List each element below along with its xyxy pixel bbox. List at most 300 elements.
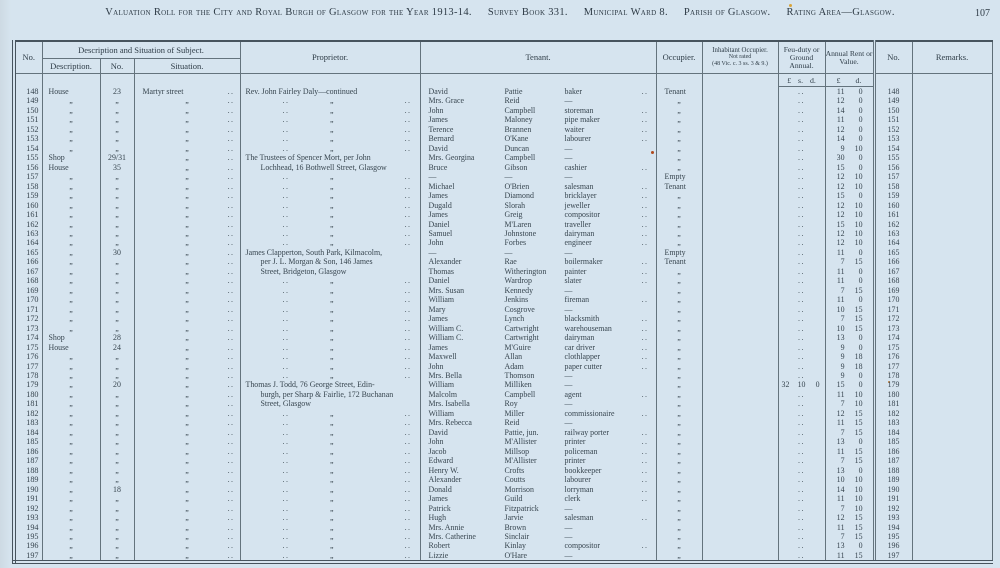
rent-shillings: 0 <box>858 105 863 115</box>
cell-occupier: „ <box>656 333 702 342</box>
table-row <box>14 418 992 427</box>
cell-proprietor <box>240 475 420 484</box>
cell-occupier: „ <box>656 456 702 465</box>
ditto-dots: .. <box>641 494 649 504</box>
cell-no: 182 <box>14 409 42 418</box>
cell-occupier: „ <box>656 504 702 513</box>
rent-pounds: 10 <box>836 475 845 485</box>
cell-feu-duty: .. <box>778 182 825 191</box>
cell-proprietor <box>240 134 420 143</box>
cell-tenant <box>420 201 656 210</box>
feu-duty-value: 0 <box>815 380 820 390</box>
cell-no-right: 186 <box>874 447 912 456</box>
cell-occupier: „ <box>656 191 702 200</box>
cell-feu-duty: .. <box>778 409 825 418</box>
tenant-surname: Kinlay <box>504 541 527 551</box>
rent-shillings: 10 <box>854 494 863 504</box>
rent-pounds: 30 <box>836 153 845 163</box>
cell-proprietor <box>240 362 420 371</box>
cell-feu-duty: .. <box>778 229 825 238</box>
units-spacer <box>42 74 100 87</box>
cell-inhabitant-occupier <box>702 305 778 314</box>
cell-tenant <box>420 153 656 162</box>
cell-inhabitant-occupier <box>702 163 778 172</box>
situation-text: „ <box>185 418 189 428</box>
tenant-occupation: traveller <box>564 219 591 229</box>
cell-remarks <box>912 163 992 172</box>
cell-no: 191 <box>14 494 42 503</box>
cell-description: „ <box>42 220 100 229</box>
ditto-dots: .. <box>227 86 235 96</box>
tenant-surname: Forbes <box>504 238 527 248</box>
rent-shillings: 0 <box>858 191 863 201</box>
table-row <box>14 504 992 513</box>
rent-pounds: 9 <box>840 352 845 362</box>
cell-description: „ <box>42 267 100 276</box>
title-main: Valuation Roll for the City and Royal Burgh of Glasgow for the Year 1913-14. <box>105 7 472 18</box>
tenant-occupation: engineer <box>564 238 592 248</box>
feu-duty-value: 32 <box>781 380 790 390</box>
rent-shillings: 15 <box>854 323 863 333</box>
proprietor-text: The Trustees of Spencer Mort, per John <box>245 153 371 163</box>
cell-occupier: „ <box>656 447 702 456</box>
cell-tenant <box>420 333 656 342</box>
tenant-occupation: boilermaker <box>564 257 603 267</box>
cell-no: 154 <box>14 144 42 153</box>
cell-no: 157 <box>14 172 42 181</box>
cell-situation <box>134 343 240 352</box>
rent-pounds: 7 <box>840 427 845 437</box>
rent-pounds: 12 <box>836 172 845 182</box>
cell-proprietor <box>240 447 420 456</box>
cell-situation <box>134 532 240 541</box>
tenant-occupation: — <box>564 418 573 428</box>
proprietor-text: James Clapperton, South Park, Kilmacolm, <box>245 247 383 257</box>
cell-rent <box>825 551 874 562</box>
cell-occupier: Empty <box>656 248 702 257</box>
tenant-occupation: — <box>564 96 573 106</box>
rent-shillings: 15 <box>854 513 863 523</box>
tenant-occupation: dairyman <box>564 333 595 343</box>
cell-remarks <box>912 371 992 380</box>
situation-text: „ <box>185 304 189 314</box>
ditto-dots: .. <box>404 418 412 428</box>
situation-text: „ <box>185 465 189 475</box>
cell-situation <box>134 295 240 304</box>
cell-rent <box>825 333 874 342</box>
cell-rent <box>825 380 874 389</box>
cell-proprietor <box>240 96 420 105</box>
cell-no-right: 180 <box>874 390 912 399</box>
ditto-dots: .. <box>227 257 235 267</box>
cell-inhabitant-occupier <box>702 172 778 181</box>
cell-tenant <box>420 191 656 200</box>
cell-feu-duty: .. <box>778 267 825 276</box>
tenant-occupation: pipe maker <box>564 115 600 125</box>
cell-remarks <box>912 352 992 361</box>
ditto-dots: .. <box>227 484 235 494</box>
tenant-first-name: Dugald <box>428 200 452 210</box>
rent-shillings: 10 <box>854 484 863 494</box>
table-row <box>14 551 992 562</box>
ditto-dots: .. <box>404 191 412 201</box>
ditto-dots: .. <box>227 342 235 352</box>
cell-situation <box>134 466 240 475</box>
rent-pounds: 13 <box>836 437 845 447</box>
cell-street-no: „ <box>100 220 134 229</box>
ditto-mark: „ <box>330 314 334 324</box>
cell-situation <box>134 163 240 172</box>
cell-rent <box>825 314 874 323</box>
cell-description: „ <box>42 390 100 399</box>
rent-pounds: 12 <box>836 238 845 248</box>
rent-shillings: 0 <box>858 96 863 106</box>
tenant-first-name: William C. <box>428 323 464 333</box>
ditto-dots: .. <box>404 465 412 475</box>
feu-duty-value: 10 <box>797 380 806 390</box>
ditto-dots: .. <box>282 465 290 475</box>
cell-inhabitant-occupier <box>702 418 778 427</box>
col-header-feu-duty: Feu-duty or Ground Annual. <box>778 41 825 74</box>
cell-remarks <box>912 248 992 257</box>
ditto-dots: .. <box>282 191 290 201</box>
cell-rent <box>825 295 874 304</box>
tenant-first-name: James <box>428 494 448 504</box>
rent-pounds: 14 <box>836 105 845 115</box>
situation-text: „ <box>185 342 189 352</box>
cell-rent <box>825 324 874 333</box>
cell-street-no: „ <box>100 456 134 465</box>
tenant-occupation: policeman <box>564 446 598 456</box>
ditto-dots: .. <box>227 162 235 172</box>
cell-proprietor <box>240 399 420 408</box>
ditto-dots: .. <box>227 295 235 305</box>
situation-text: „ <box>185 352 189 362</box>
cell-occupier: „ <box>656 229 702 238</box>
cell-street-no: 18 <box>100 485 134 494</box>
ditto-dots: .. <box>227 522 235 532</box>
cell-no-right: 188 <box>874 466 912 475</box>
tenant-first-name: Hugh <box>428 513 447 523</box>
cell-rent <box>825 504 874 513</box>
cell-proprietor <box>240 87 420 97</box>
tenant-occupation: paper cutter <box>564 361 602 371</box>
cell-tenant <box>420 343 656 352</box>
cell-rent <box>825 466 874 475</box>
tenant-surname: M'Laren <box>504 219 532 229</box>
cell-rent <box>825 96 874 105</box>
cell-proprietor <box>240 238 420 247</box>
cell-inhabitant-occupier <box>702 371 778 380</box>
cell-remarks <box>912 172 992 181</box>
cell-no-right: 149 <box>874 96 912 105</box>
cell-occupier: „ <box>656 238 702 247</box>
cell-remarks <box>912 87 992 97</box>
table-row <box>14 409 992 418</box>
cell-tenant <box>420 229 656 238</box>
cell-occupier: „ <box>656 541 702 550</box>
cell-remarks <box>912 399 992 408</box>
cell-situation <box>134 456 240 465</box>
ditto-dots: .. <box>282 541 290 551</box>
cell-inhabitant-occupier <box>702 153 778 162</box>
rent-shillings: 0 <box>858 124 863 134</box>
table-row <box>14 106 992 115</box>
cell-street-no: „ <box>100 314 134 323</box>
cell-inhabitant-occupier <box>702 551 778 562</box>
cell-situation <box>134 286 240 295</box>
cell-tenant <box>420 352 656 361</box>
tenant-occupation: warehouseman <box>564 323 612 333</box>
cell-occupier: „ <box>656 96 702 105</box>
tenant-first-name: Mrs. Grace <box>428 96 465 106</box>
ditto-mark: „ <box>330 522 334 532</box>
ditto-dots: .. <box>282 513 290 523</box>
tenant-occupation: clerk <box>564 494 581 504</box>
tenant-occupation: waiter <box>564 124 585 134</box>
cell-no-right: 189 <box>874 475 912 484</box>
cell-description: „ <box>42 409 100 418</box>
units-spacer <box>134 74 240 87</box>
tenant-surname: Adam <box>504 361 524 371</box>
cell-occupier: „ <box>656 220 702 229</box>
cell-situation <box>134 324 240 333</box>
ditto-dots: .. <box>227 352 235 362</box>
cell-street-no: „ <box>100 418 134 427</box>
tenant-occupation: painter <box>564 266 587 276</box>
feu-duty-currency-unit: £ s. d. <box>778 74 825 87</box>
col-header-tenant: Tenant. <box>420 41 656 74</box>
cell-situation <box>134 182 240 191</box>
tenant-first-name: Thomas <box>428 266 454 276</box>
cell-feu-duty: .. <box>778 541 825 550</box>
cell-occupier: „ <box>656 295 702 304</box>
tenant-first-name: Michael <box>428 181 455 191</box>
ditto-dots: .. <box>227 541 235 551</box>
situation-text: „ <box>185 437 189 447</box>
cell-remarks <box>912 551 992 562</box>
cell-feu-duty: .. <box>778 191 825 200</box>
tenant-occupation: — <box>564 380 573 390</box>
cell-situation <box>134 125 240 134</box>
cell-occupier: „ <box>656 144 702 153</box>
table-row <box>14 456 992 465</box>
cell-occupier: „ <box>656 201 702 210</box>
situation-text: „ <box>185 181 189 191</box>
cell-occupier: „ <box>656 399 702 408</box>
ditto-dots: .. <box>641 314 649 324</box>
cell-feu-duty: .. <box>778 343 825 352</box>
tenant-surname: Wardrop <box>504 276 532 286</box>
tenant-surname: Milliken <box>504 380 532 390</box>
tenant-occupation: bricklayer <box>564 191 597 201</box>
cell-street-no: „ <box>100 532 134 541</box>
ditto-dots: .. <box>227 437 235 447</box>
ditto-dots: .. <box>282 172 290 182</box>
ditto-dots: .. <box>641 427 649 437</box>
ditto-dots: .. <box>282 446 290 456</box>
cell-rent <box>825 494 874 503</box>
tenant-first-name: David <box>428 86 448 96</box>
cell-rent <box>825 115 874 124</box>
tenant-occupation: — <box>564 550 573 560</box>
cell-no-right: 169 <box>874 286 912 295</box>
cell-tenant <box>420 485 656 494</box>
ditto-dots: .. <box>227 456 235 466</box>
tenant-surname: O'Hare <box>504 550 527 560</box>
col-header-no-right: No. <box>874 41 912 74</box>
table-row <box>14 172 992 181</box>
cell-rent <box>825 305 874 314</box>
cell-description: „ <box>42 229 100 238</box>
cell-situation <box>134 513 240 522</box>
tenant-surname: Slorah <box>504 200 526 210</box>
cell-remarks <box>912 437 992 446</box>
units-spacer <box>874 74 912 87</box>
ditto-dots: .. <box>404 172 412 182</box>
ditto-dots: .. <box>282 437 290 447</box>
cell-tenant <box>420 324 656 333</box>
col-header-remarks: Remarks. <box>912 41 992 74</box>
tenant-first-name: Mary <box>428 304 446 314</box>
ditto-dots: .. <box>227 361 235 371</box>
cell-proprietor <box>240 314 420 323</box>
cell-no-right: 153 <box>874 134 912 143</box>
cell-feu-duty: .. <box>778 362 825 371</box>
rent-pounds: 7 <box>840 399 845 409</box>
ditto-dots: .. <box>282 200 290 210</box>
ditto-mark: „ <box>330 361 334 371</box>
cell-description: „ <box>42 523 100 532</box>
ditto-dots: .. <box>227 513 235 523</box>
ditto-mark: „ <box>330 200 334 210</box>
ditto-dots: .. <box>404 96 412 106</box>
col-header-no: No. <box>14 41 42 74</box>
cell-occupier: „ <box>656 210 702 219</box>
cell-street-no: „ <box>100 106 134 115</box>
cell-tenant <box>420 305 656 314</box>
table-row <box>14 257 992 266</box>
rent-pounds: 7 <box>840 285 845 295</box>
tenant-surname: Pattie <box>504 86 523 96</box>
rent-pounds: 11 <box>836 522 845 532</box>
tenant-first-name: Alexander <box>428 257 462 267</box>
cell-remarks <box>912 314 992 323</box>
ditto-dots: .. <box>404 228 412 238</box>
cell-feu-duty: .. <box>778 352 825 361</box>
cell-description: „ <box>42 96 100 105</box>
situation-text: „ <box>185 484 189 494</box>
ditto-mark: „ <box>330 352 334 362</box>
tenant-surname: Cartwright <box>504 333 539 343</box>
cell-description: „ <box>42 532 100 541</box>
tenant-surname: Jenkins <box>504 295 529 305</box>
tenant-occupation: — <box>564 172 573 182</box>
cell-no-right: 194 <box>874 523 912 532</box>
cell-description: „ <box>42 399 100 408</box>
ditto-dots: .. <box>282 522 290 532</box>
cell-tenant <box>420 276 656 285</box>
tenant-surname: Maloney <box>504 115 533 125</box>
tenant-occupation: compositor <box>564 541 601 551</box>
cell-situation <box>134 428 240 437</box>
cell-rent <box>825 125 874 134</box>
ditto-dots: .. <box>282 323 290 333</box>
rent-currency-unit: £ d. <box>825 74 874 87</box>
cell-no: 176 <box>14 352 42 361</box>
cell-street-no: 30 <box>100 248 134 257</box>
table-row <box>14 96 992 105</box>
cell-no-right: 181 <box>874 399 912 408</box>
situation-text: „ <box>185 124 189 134</box>
page-binding-edge <box>0 0 11 568</box>
ditto-mark: „ <box>330 342 334 352</box>
cell-no: 193 <box>14 513 42 522</box>
tenant-first-name: Henry W. <box>428 465 459 475</box>
tenant-occupation: clothlapper <box>564 352 601 362</box>
cell-street-no: „ <box>100 267 134 276</box>
cell-rent <box>825 437 874 446</box>
cell-description: Shop <box>42 153 100 162</box>
cell-situation <box>134 447 240 456</box>
cell-street-no: „ <box>100 295 134 304</box>
ditto-dots: .. <box>641 352 649 362</box>
cell-inhabitant-occupier <box>702 437 778 446</box>
cell-no: 163 <box>14 229 42 238</box>
cell-no: 159 <box>14 191 42 200</box>
tenant-first-name: William <box>428 295 455 305</box>
cell-remarks <box>912 182 992 191</box>
ditto-mark: „ <box>330 494 334 504</box>
table-row <box>14 125 992 134</box>
cell-feu-duty: .. <box>778 201 825 210</box>
situation-text: „ <box>185 247 189 257</box>
cell-occupier: „ <box>656 163 702 172</box>
cell-no: 167 <box>14 267 42 276</box>
ditto-mark: „ <box>330 418 334 428</box>
cell-situation <box>134 106 240 115</box>
cell-rent <box>825 352 874 361</box>
tenant-surname: Cosgrove <box>504 304 535 314</box>
cell-remarks <box>912 541 992 550</box>
cell-description: House <box>42 163 100 172</box>
cell-remarks <box>912 115 992 124</box>
cell-description: House <box>42 87 100 97</box>
ditto-dots: .. <box>282 285 290 295</box>
situation-text: „ <box>185 191 189 201</box>
tenant-surname: M'Guire <box>504 342 531 352</box>
cell-situation <box>134 210 240 219</box>
cell-no: 170 <box>14 295 42 304</box>
cell-tenant <box>420 456 656 465</box>
cell-occupier: „ <box>656 324 702 333</box>
cell-rent <box>825 541 874 550</box>
ditto-dots: .. <box>641 475 649 485</box>
cell-description: House <box>42 343 100 352</box>
situation-text: „ <box>185 333 189 343</box>
ditto-dots: .. <box>282 181 290 191</box>
tenant-occupation: labourer <box>564 134 591 144</box>
cell-remarks <box>912 191 992 200</box>
tenant-surname: Pattie, jun. <box>504 427 539 437</box>
cell-proprietor <box>240 371 420 380</box>
cell-inhabitant-occupier <box>702 456 778 465</box>
cell-occupier: „ <box>656 343 702 352</box>
cell-no: 150 <box>14 106 42 115</box>
ditto-dots: .. <box>282 276 290 286</box>
cell-occupier: „ <box>656 276 702 285</box>
rent-shillings: 0 <box>858 465 863 475</box>
